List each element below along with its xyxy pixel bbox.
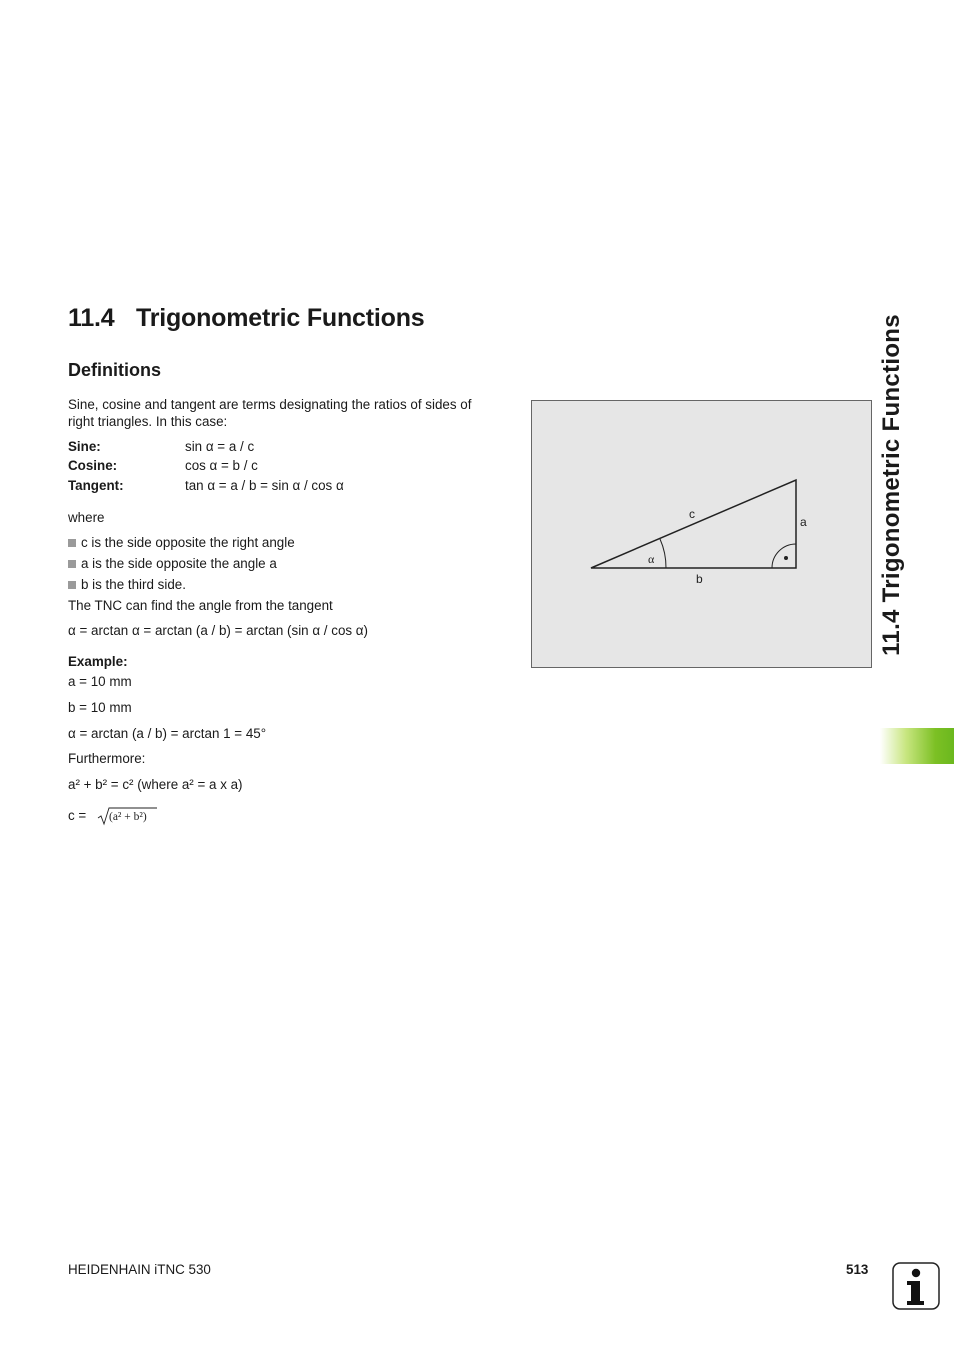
pythagoras-formula: a² + b² = c² (where a² = a x a) — [68, 777, 243, 792]
sqrt-radicand: (a² + b²) — [109, 811, 147, 823]
triangle-figure — [531, 400, 872, 668]
tnc-note: The TNC can find the angle from the tangent — [68, 598, 333, 613]
c-formula-prefix: c = — [68, 808, 87, 823]
running-head-text: 11.4 Trigonometric Functions — [878, 314, 905, 656]
example-alpha: α = arctan (a / b) = arctan 1 = 45° — [68, 726, 267, 741]
triangle-diagram — [532, 401, 871, 667]
chapter-tab — [880, 728, 954, 764]
section-number: 11.4 — [68, 304, 115, 332]
info-icon[interactable] — [892, 1262, 940, 1310]
right-triangle — [591, 480, 796, 568]
bullet-item — [68, 534, 295, 551]
tangent-label: Tangent: — [68, 478, 124, 493]
section-title — [68, 304, 424, 333]
arctan-formula: α = arctan α = arctan (a / b) = arctan (sin α / cos α) — [68, 623, 369, 638]
square-bullet-icon — [68, 560, 76, 568]
footer-product: HEIDENHAIN iTNC 530 — [68, 1262, 211, 1277]
sine-formula: sin α = a / c — [185, 439, 255, 454]
right-angle-arc — [772, 544, 796, 568]
running-head — [867, 310, 917, 660]
page-number: 513 — [846, 1262, 869, 1277]
cosine-label: Cosine: — [68, 458, 118, 473]
definitions-heading: Definitions — [68, 360, 161, 380]
label-b: b — [696, 572, 703, 586]
where-text: where — [68, 510, 105, 525]
square-bullet-icon — [68, 581, 76, 589]
right-angle-dot — [784, 556, 788, 560]
alpha-angle-arc — [660, 539, 666, 568]
bullet-text: c is the side opposite the right angle — [81, 535, 295, 550]
furthermore-text: Furthermore: — [68, 751, 146, 766]
intro-line-1: Sine, cosine and tangent are terms designating the ratios of sides of — [68, 397, 472, 412]
example-a: a = 10 mm — [68, 674, 132, 689]
bullet-item — [68, 555, 277, 572]
example-b: b = 10 mm — [68, 700, 132, 715]
label-a: a — [800, 515, 807, 529]
cosine-formula: cos α = b / c — [185, 458, 258, 473]
tangent-formula: tan α = a / b = sin α / cos α — [185, 478, 344, 493]
bullet-text: b is the third side. — [81, 577, 186, 592]
sine-label: Sine: — [68, 439, 101, 454]
label-c: c — [689, 507, 695, 521]
square-bullet-icon — [68, 539, 76, 547]
bullet-text: a is the side opposite the angle a — [81, 556, 277, 571]
section-title-text: Trigonometric Functions — [136, 304, 425, 332]
label-alpha: α — [648, 552, 655, 566]
example-heading: Example: — [68, 654, 128, 669]
info-icon-graphic — [892, 1262, 940, 1310]
sqrt-formula — [97, 806, 159, 826]
bullet-item — [68, 576, 186, 593]
intro-line-2: right triangles. In this case: — [68, 414, 228, 429]
